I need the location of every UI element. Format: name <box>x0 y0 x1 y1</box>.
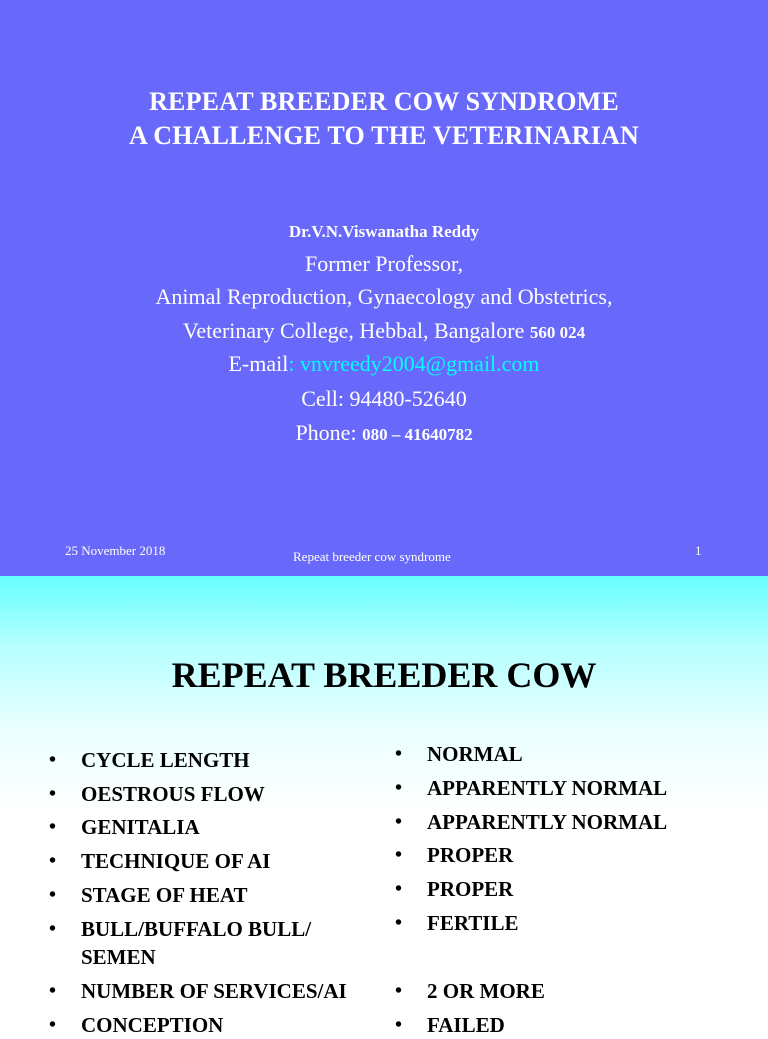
right-item-text: NORMAL <box>427 742 523 766</box>
bullet-icon: • <box>49 816 57 838</box>
email-colon: : <box>288 351 300 376</box>
left-item-text: STAGE OF HEAT <box>81 883 248 907</box>
bullet-icon: • <box>49 918 57 940</box>
right-item-text: PROPER <box>427 843 514 867</box>
bullet-icon: • <box>49 980 57 1002</box>
left-item-text: TECHNIQUE OF AI <box>81 849 271 873</box>
footer-page-number: 1 <box>695 543 702 558</box>
left-item-text: BULL/BUFFALO BULL/ <box>81 917 312 941</box>
right-item-text: 2 OR MORE <box>427 979 545 1003</box>
slide-title-line-2: A CHALLENGE TO THE VETERINARIAN <box>129 121 639 150</box>
bullet-icon: • <box>49 884 57 906</box>
email-label: E-mail <box>228 351 289 376</box>
slide-title: REPEAT BREEDER COW <box>171 655 597 695</box>
bullet-icon: • <box>49 783 57 805</box>
right-item-text: FERTILE <box>427 911 519 935</box>
right-item-text: APPARENTLY NORMAL <box>427 810 668 834</box>
bullet-icon: • <box>49 850 57 872</box>
bullet-icon: • <box>395 811 403 833</box>
bullet-icon: • <box>49 749 57 771</box>
left-item-text: GENITALIA <box>81 815 200 839</box>
email-line <box>0 351 768 377</box>
author-name: Dr.V.N.Viswanatha Reddy <box>288 222 480 241</box>
bullet-icon: • <box>395 844 403 866</box>
phone-number: 080 – 41640782 <box>362 425 473 444</box>
email-link[interactable]: vnvreedy2004@gmail.com <box>299 351 540 376</box>
right-item-text: PROPER <box>427 877 514 901</box>
bullet-icon: • <box>395 777 403 799</box>
bullet-icon: • <box>395 743 403 765</box>
author-college <box>0 318 768 344</box>
bullet-icon: • <box>395 912 403 934</box>
left-item-text: CONCEPTION <box>81 1013 224 1037</box>
author-position: Former Professor, <box>305 251 463 276</box>
bullet-icon: • <box>395 980 403 1002</box>
bullet-icon: • <box>395 1014 403 1036</box>
footer-date: 25 November 2018 <box>65 543 166 558</box>
left-item-text: OESTROUS FLOW <box>81 782 265 806</box>
slide-title-line-1: REPEAT BREEDER COW SYNDROME <box>149 87 619 116</box>
college-pin: 560 024 <box>529 323 586 342</box>
right-item-text: FAILED <box>427 1013 505 1037</box>
phone-line <box>0 420 768 446</box>
left-item-text: CYCLE LENGTH <box>81 748 250 772</box>
left-item-text: NUMBER OF SERVICES/AI <box>81 979 347 1003</box>
right-item-text: APPARENTLY NORMAL <box>427 776 668 800</box>
author-department: Animal Reproduction, Gynaecology and Obstetrics, <box>155 284 613 309</box>
bullet-icon: • <box>49 1014 57 1036</box>
cell-number: Cell: 94480-52640 <box>301 386 467 411</box>
phone-label: Phone: <box>295 420 363 445</box>
bullet-icon: • <box>395 878 403 900</box>
content-slide <box>0 576 768 1037</box>
college-text: Veterinary College, Hebbal, Bangalore <box>182 318 530 343</box>
footer-title: Repeat breeder cow syndrome <box>293 549 451 564</box>
left-item-text: SEMEN <box>81 945 156 969</box>
